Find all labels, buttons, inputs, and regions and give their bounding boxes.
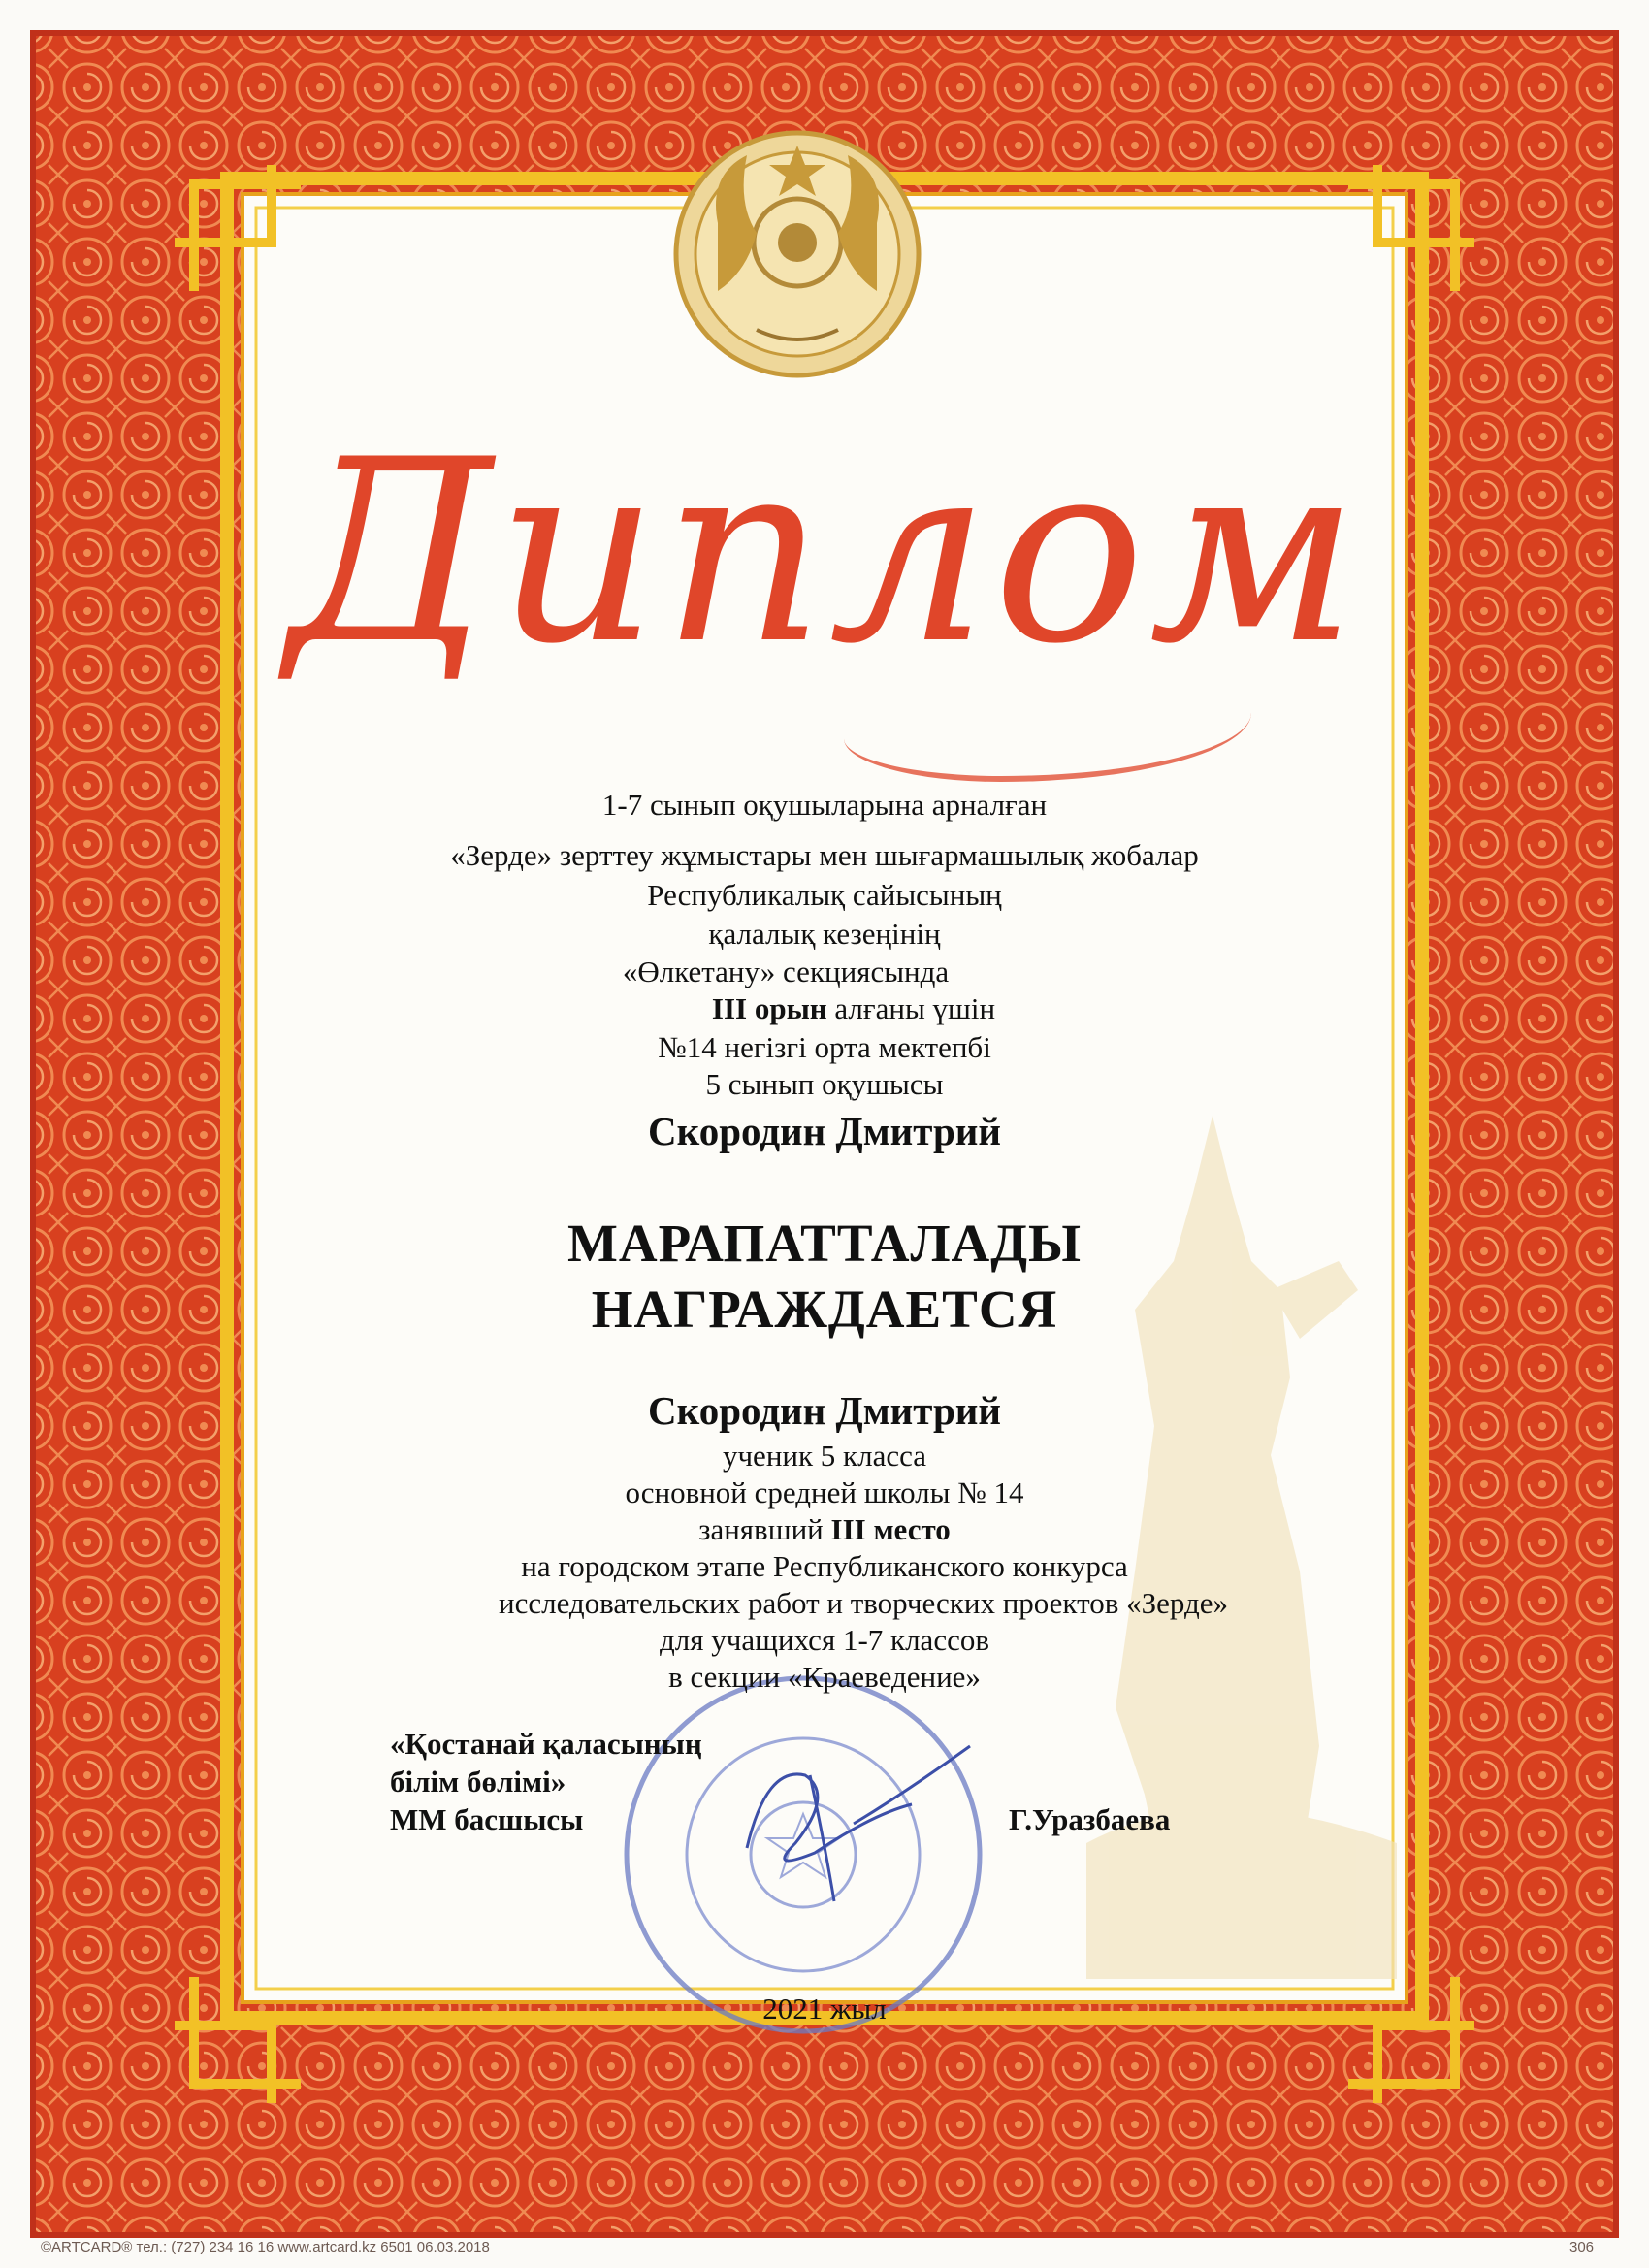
award-heading-ru: НАГРАЖДАЕТСЯ bbox=[591, 1280, 1058, 1339]
kz-school: №14 негізгі орта мектепбі bbox=[658, 1030, 991, 1064]
kz-line-3: Республикалық сайысының bbox=[647, 878, 1002, 912]
ru-took: занявший bbox=[698, 1512, 831, 1546]
signature-person: Г.Уразбаева bbox=[1009, 1802, 1171, 1836]
ru-line-2: исследовательских работ и творческих проектов «Зерде» bbox=[498, 1586, 1229, 1620]
award-heading-kz: МАРАПАТТАЛАДЫ bbox=[566, 1214, 1083, 1273]
print-code: 306 bbox=[1569, 2239, 1595, 2255]
ru-recipient-name: Скородин Дмитрий bbox=[648, 1388, 1001, 1433]
ru-line-4: в секции «Краеведение» bbox=[668, 1660, 981, 1694]
ru-line-1: на городском этапе Республиканского конкурса bbox=[521, 1549, 1128, 1583]
ru-student: ученик 5 класса bbox=[722, 1439, 927, 1473]
kz-line-1: 1-7 сынып оқушыларына арналған bbox=[601, 788, 1048, 822]
kz-line-2: «Зерде» зерттеу жұмыстары мен шығармашылық жобалар bbox=[450, 838, 1199, 872]
kazakhstan-state-emblem bbox=[676, 133, 919, 375]
kz-line-4: қалалық кезеңінің bbox=[708, 917, 941, 951]
signature-position: ММ басшысы bbox=[390, 1802, 584, 1836]
ru-place-line bbox=[0, 1512, 1649, 1547]
printer-info: ©ARTCARD® тел.: (727) 234 16 16 www.artcard.kz 6501 06.03.2018 bbox=[41, 2239, 490, 2255]
kz-place-rest: алғаны үшін bbox=[826, 991, 996, 1025]
kz-class: 5 сынып оқушысы bbox=[705, 1067, 944, 1101]
diploma-title: Диплом bbox=[287, 406, 1362, 699]
kz-place-line bbox=[29, 991, 1649, 1026]
signature-org-line-1: «Қостанай қаласының bbox=[390, 1727, 702, 1761]
kz-place: III орын bbox=[711, 991, 827, 1025]
year: 2021 жыл bbox=[762, 1992, 887, 2025]
kz-line-5: «Өлкетану» секциясында bbox=[622, 955, 950, 988]
ru-school: основной средней школы № 14 bbox=[625, 1475, 1024, 1509]
ru-place: III место bbox=[830, 1512, 951, 1546]
signature-org-line-2: білім бөлімі» bbox=[390, 1765, 566, 1798]
ru-line-3: для учащихся 1-7 классов bbox=[660, 1623, 989, 1657]
kz-recipient-name: Скородин Дмитрий bbox=[648, 1109, 1001, 1153]
